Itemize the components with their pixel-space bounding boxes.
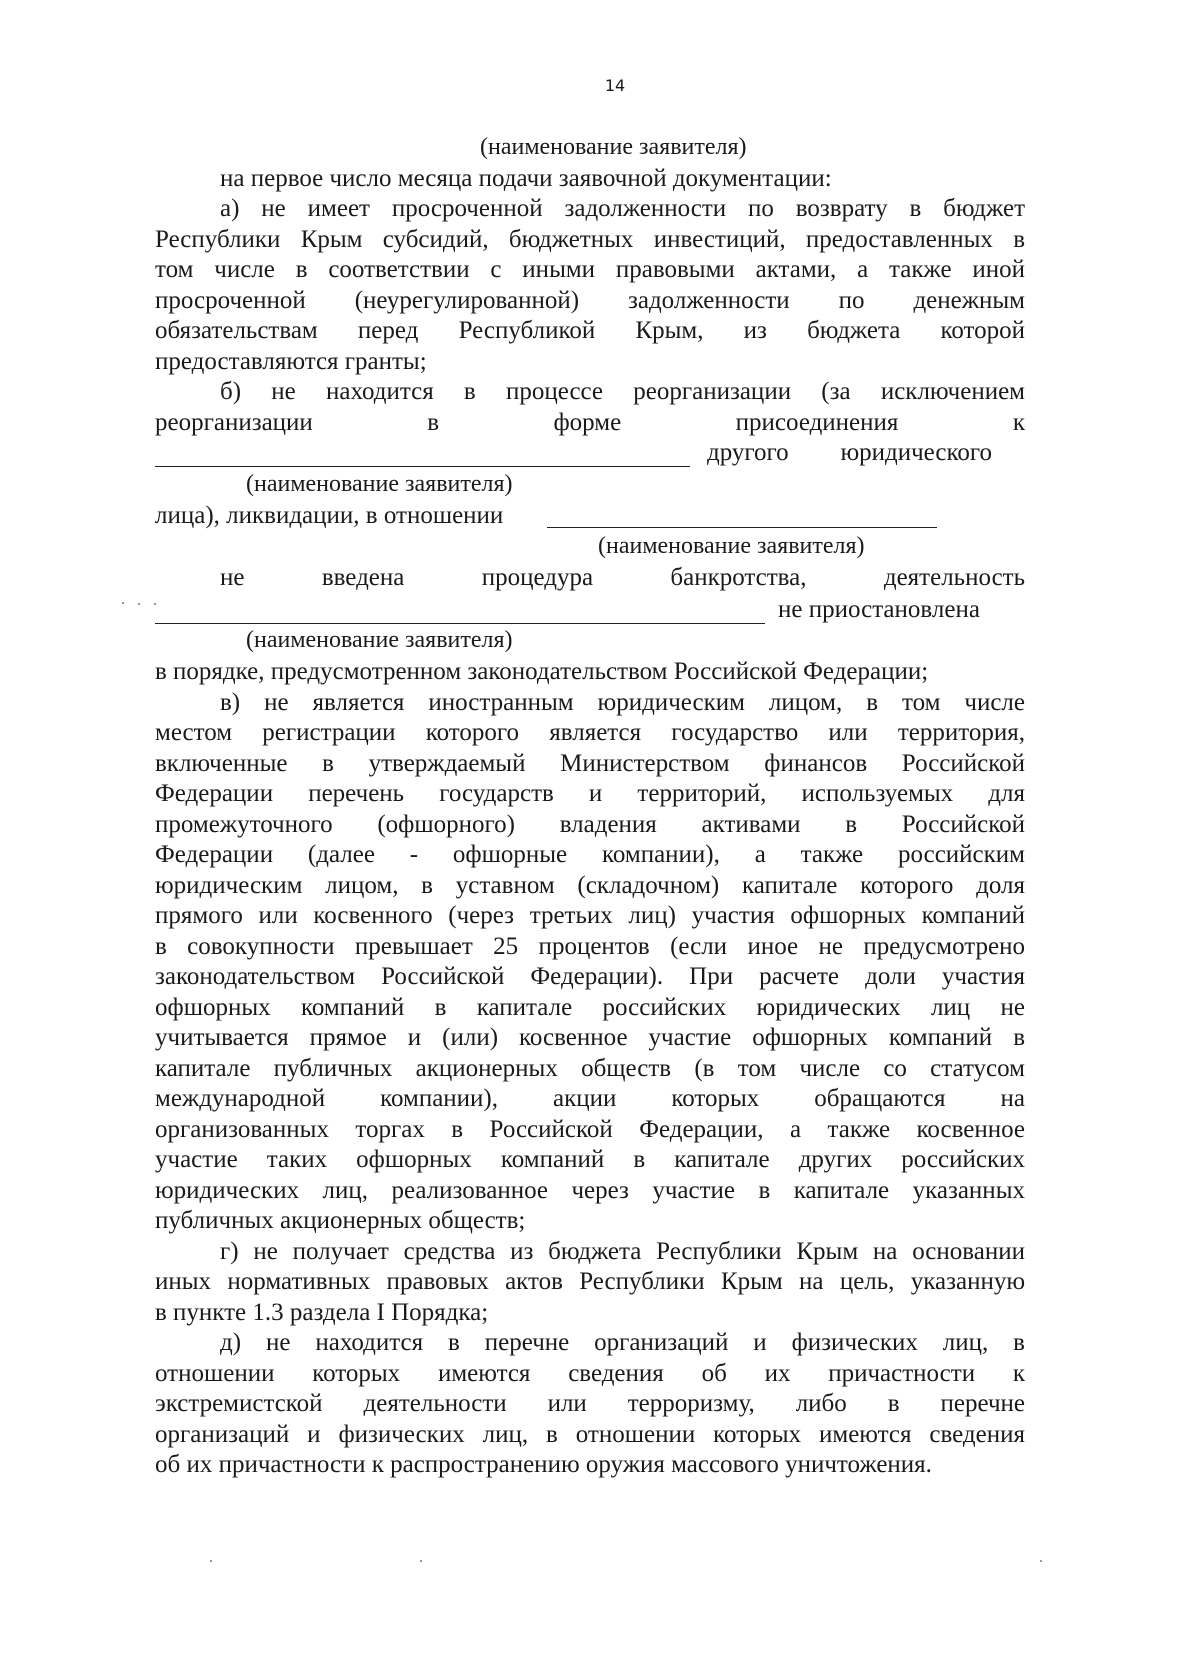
item-b-line: б) не находится в процессе реорганизации (за исключением [220, 378, 1025, 405]
item-v-line: прямого или косвенного (через третьих лиц) участия офшорных компаний [155, 902, 1025, 929]
applicant-caption: (наименование заявителя) [246, 471, 513, 497]
item-b-text: лица), ликвидации, в отношении [155, 502, 504, 529]
item-a-line: Республики Крым субсидий, бюджетных инвестиций, предоставленных в [155, 226, 1025, 253]
item-v-line: капитале публичных акционерных обществ (в том числе со статусом [155, 1055, 1025, 1082]
item-a-line: просроченной (неурегулированной) задолженности по денежным [155, 287, 1025, 314]
item-d-line: отношении которых имеются сведения об их причастности к [155, 1360, 1025, 1387]
scan-speck [210, 1560, 212, 1562]
item-v-line: учитывается прямое и (или) косвенное участие офшорных компаний в [155, 1024, 1025, 1051]
item-a-line: обязательствам перед Республикой Крым, из бюджета которой [155, 317, 1025, 344]
item-v-line: Федерации (далее - офшорные компании), а также российским [155, 841, 1025, 868]
scan-speck [138, 603, 140, 605]
item-g-line: г) не получает средства из бюджета Республики Крым на основании [220, 1238, 1025, 1265]
item-b-text: другого юридического [707, 439, 992, 466]
item-v-line: в совокупности превышает 25 процентов (если иное не предусмотрено [155, 933, 1025, 960]
item-v-line: юридических лиц, реализованное через участие в капитале указанных [155, 1177, 1025, 1204]
item-b-line: не введена процедура банкротства, деятельность [220, 564, 1025, 591]
item-d-line: организаций и физических лиц, в отношении которых имеются сведения [155, 1421, 1025, 1448]
item-d-line: об их причастности к распространению оружия массового уничтожения. [155, 1451, 932, 1478]
item-b-line: реорганизации в форме присоединения к [155, 409, 1025, 436]
item-v-line: участие таких офшорных компаний в капитале других российских [155, 1146, 1025, 1173]
item-v-line: местом регистрации которого является государство или территория, [155, 719, 1025, 746]
item-a-line: предоставляются гранты; [155, 348, 427, 375]
item-v-line: законодательством Российской Федерации). При расчете доли участия [155, 963, 1025, 990]
applicant-caption: (наименование заявителя) [598, 533, 865, 559]
item-g-line: иных нормативных правовых актов Республики Крым на цель, указанную [155, 1268, 1025, 1295]
item-v-line: в) не является иностранным юридическим лицом, в том числе [220, 689, 1025, 716]
intro-line: на первое число месяца подачи заявочной документации: [220, 165, 832, 192]
item-v-line: юридическим лицом, в уставном (складочном) капитале которого доля [155, 872, 1025, 899]
fill-in-blank [547, 527, 937, 528]
scan-speck [122, 602, 124, 604]
item-a-line: том числе в соответствии с иными правовыми актами, а также иной [155, 256, 1025, 283]
item-v-line: промежуточного (офшорного) владения активами в Российской [155, 811, 1025, 838]
fill-in-blank [155, 466, 690, 467]
item-v-line: включенные в утверждаемый Министерством финансов Российской [155, 750, 1025, 777]
item-v-line: международной компании), акции которых обращаются на [155, 1085, 1025, 1112]
applicant-caption: (наименование заявителя) [246, 627, 513, 653]
scan-speck [154, 603, 156, 605]
item-b-line: в порядке, предусмотренном законодательством Российской Федерации; [155, 658, 929, 685]
scan-speck [420, 1560, 422, 1562]
item-d-line: д) не находится в перечне организаций и физических лиц, в [220, 1329, 1025, 1356]
item-v-line: офшорных компаний в капитале российских юридических лиц не [155, 994, 1025, 1021]
applicant-caption-top: (наименование заявителя) [480, 134, 747, 160]
item-v-line: организованных торгах в Российской Федерации, а также косвенное [155, 1116, 1025, 1143]
item-g-line: в пункте 1.3 раздела I Порядка; [155, 1299, 489, 1326]
item-v-line: Федерации перечень государств и территорий, используемых для [155, 780, 1025, 807]
item-v-line: публичных акционерных обществ; [155, 1207, 526, 1234]
item-a-line: а) не имеет просроченной задолженности по возврату в бюджет [220, 195, 1025, 222]
scan-speck [1040, 1560, 1042, 1562]
page-number: 14 [604, 76, 626, 95]
item-b-text: не приостановлена [778, 596, 980, 623]
fill-in-blank [155, 623, 765, 624]
item-d-line: экстремистской деятельности или терроризму, либо в перечне [155, 1390, 1025, 1417]
